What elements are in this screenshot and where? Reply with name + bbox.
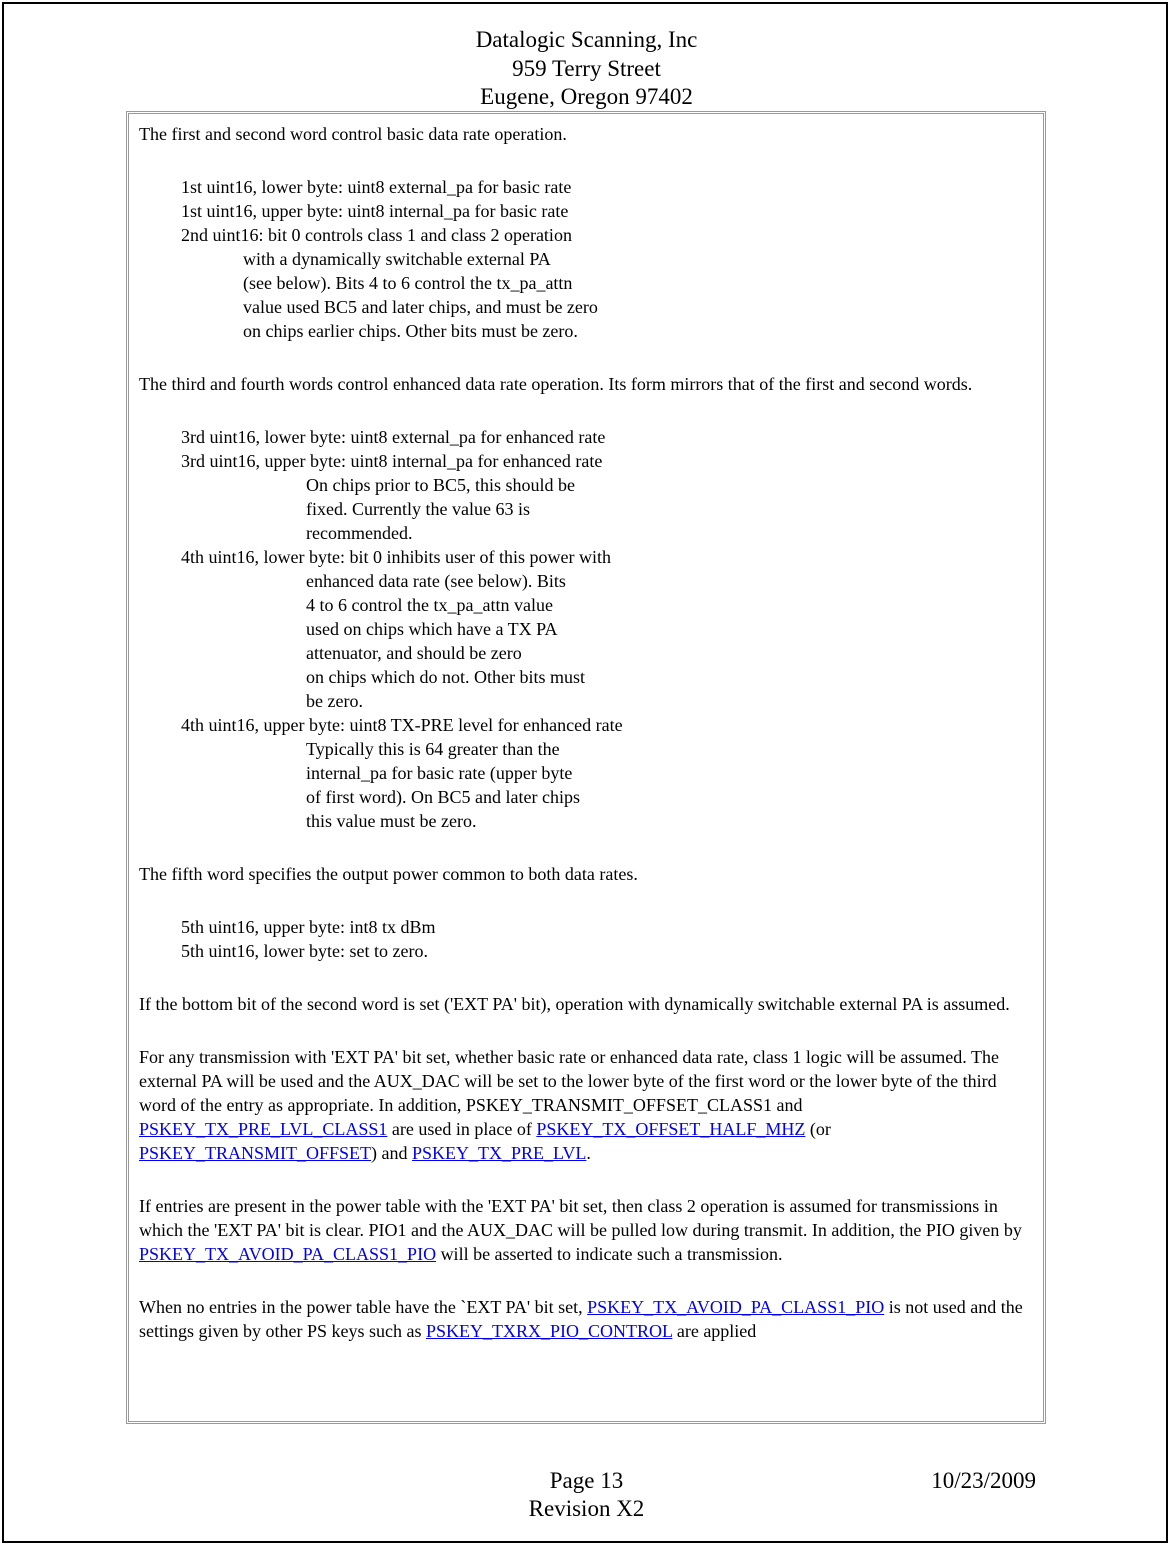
text-run: (or bbox=[805, 1119, 831, 1139]
list-item: 5th uint16, lower byte: set to zero. bbox=[181, 941, 428, 961]
text-run: If entries are present in the power table with the 'EXT PA' bit set, then class 2 operation is assumed for transmissions in which the 'EXT PA' bit is clear. PIO1 and the AUX_DAC will be pulled low during transmit. In addition, the PIO given by bbox=[139, 1196, 1022, 1240]
link-pskey-txrx-pio-control[interactable]: PSKEY_TXRX_PIO_CONTROL bbox=[425, 1321, 673, 1341]
list-item: 2nd uint16: bit 0 controls class 1 and class 2 operation bbox=[181, 225, 572, 245]
text-run: will be asserted to indicate such a transmission. bbox=[436, 1244, 783, 1264]
list-item: 4th uint16, lower byte: bit 0 inhibits user of this power with bbox=[181, 547, 611, 567]
revision-label: Revision X2 bbox=[528, 1496, 645, 1521]
paragraph-no-ext-pa bbox=[139, 1295, 1035, 1343]
list-item-continuation: with a dynamically switchable external PA bbox=[243, 249, 551, 269]
list-item-continuation: attenuator, and should be zero bbox=[306, 643, 522, 663]
list-item-continuation: be zero. bbox=[306, 691, 363, 711]
company-city: Eugene, Oregon 97402 bbox=[480, 84, 693, 109]
link-pskey-transmit-offset[interactable]: PSKEY_TRANSMIT_OFFSET bbox=[139, 1143, 372, 1163]
page-header bbox=[0, 26, 1173, 112]
list-item-continuation: internal_pa for basic rate (upper byte bbox=[306, 763, 573, 783]
company-street: 959 Terry Street bbox=[512, 55, 661, 81]
content-box bbox=[126, 111, 1046, 1424]
list-item-continuation: recommended. bbox=[306, 523, 413, 543]
list-item-continuation: of first word). On BC5 and later chips bbox=[306, 787, 580, 807]
list-item: 3rd uint16, lower byte: uint8 external_pa for enhanced rate bbox=[181, 427, 606, 447]
text-run: When no entries in the power table have the `EXT PA' bit set, bbox=[139, 1297, 588, 1317]
link-pskey-tx-offset-half-mhz[interactable]: PSKEY_TX_OFFSET_HALF_MHZ bbox=[536, 1119, 806, 1139]
list-item-continuation: Typically this is 64 greater than the bbox=[306, 739, 560, 759]
company-name: Datalogic Scanning, Inc bbox=[475, 27, 698, 52]
text-run: are used in place of bbox=[387, 1119, 537, 1139]
list-item-continuation: fixed. Currently the value 63 is bbox=[306, 499, 530, 519]
list-item: 5th uint16, upper byte: int8 tx dBm bbox=[181, 917, 436, 937]
paragraph-class2-operation bbox=[139, 1194, 1035, 1266]
paragraph-enhanced: The third and fourth words control enhanced data rate operation. Its form mirrors that of the first and second words. bbox=[139, 374, 973, 394]
list-item-continuation: this value must be zero. bbox=[306, 811, 477, 831]
link-pskey-tx-avoid-pa-class1-pio[interactable]: PSKEY_TX_AVOID_PA_CLASS1_PIO bbox=[139, 1244, 437, 1264]
content-body bbox=[139, 122, 1035, 1343]
list-item: 4th uint16, upper byte: uint8 TX-PRE level for enhanced rate bbox=[181, 715, 623, 735]
link-pskey-tx-avoid-pa-class1-pio[interactable]: PSKEY_TX_AVOID_PA_CLASS1_PIO bbox=[587, 1297, 885, 1317]
list-item-continuation: 4 to 6 control the tx_pa_attn value bbox=[306, 595, 553, 615]
list-item-continuation: On chips prior to BC5, this should be bbox=[306, 475, 575, 495]
list-item-continuation: (see below). Bits 4 to 6 control the tx_pa_attn bbox=[243, 273, 573, 293]
list-item: 1st uint16, lower byte: uint8 external_pa for basic rate bbox=[181, 177, 572, 197]
text-run: is not used and the settings given by other PS keys such as bbox=[139, 1297, 1023, 1341]
word-list-power bbox=[139, 915, 1035, 963]
paragraph-ext-pa: If the bottom bit of the second word is set ('EXT PA' bit), operation with dynamically switchable external PA is assumed. bbox=[139, 994, 1010, 1014]
list-item-continuation: on chips earlier chips. Other bits must be zero. bbox=[243, 321, 578, 341]
text-run: ) and bbox=[371, 1143, 413, 1163]
paragraph-fifth-word: The fifth word specifies the output power common to both data rates. bbox=[139, 864, 638, 884]
list-item-continuation: used on chips which have a TX PA bbox=[306, 619, 558, 639]
footer-date: 10/23/2009 bbox=[931, 1468, 1036, 1493]
list-item: 3rd uint16, upper byte: uint8 internal_pa for enhanced rate bbox=[181, 451, 603, 471]
word-list-enhanced bbox=[139, 425, 1035, 833]
paragraph-intro: The first and second word control basic data rate operation. bbox=[139, 124, 567, 144]
text-run: . bbox=[586, 1143, 591, 1163]
page-number: Page 13 bbox=[549, 1468, 624, 1493]
list-item-continuation: on chips which do not. Other bits must bbox=[306, 667, 585, 687]
list-item-continuation: enhanced data rate (see below). Bits bbox=[306, 571, 566, 591]
link-pskey-tx-pre-lvl[interactable]: PSKEY_TX_PRE_LVL bbox=[412, 1143, 587, 1163]
text-run: are applied bbox=[672, 1321, 757, 1341]
word-list-basic bbox=[139, 175, 1035, 343]
list-item-continuation: value used BC5 and later chips, and must be zero bbox=[243, 297, 598, 317]
list-item: 1st uint16, upper byte: uint8 internal_pa for basic rate bbox=[181, 201, 569, 221]
text-run: For any transmission with 'EXT PA' bit set, whether basic rate or enhanced data rate, class 1 logic will be assumed. The external PA will be used and the AUX_DAC will be set to the lower byte of the first word or the lower byte of the third word of the entry as appropriate. In addition, PSKEY_TRANSMIT_OFFSET_CLASS1 and bbox=[139, 1047, 999, 1115]
paragraph-ext-pa-transmission bbox=[139, 1045, 1035, 1165]
link-pskey-tx-pre-lvl-class1[interactable]: PSKEY_TX_PRE_LVL_CLASS1 bbox=[139, 1119, 388, 1139]
